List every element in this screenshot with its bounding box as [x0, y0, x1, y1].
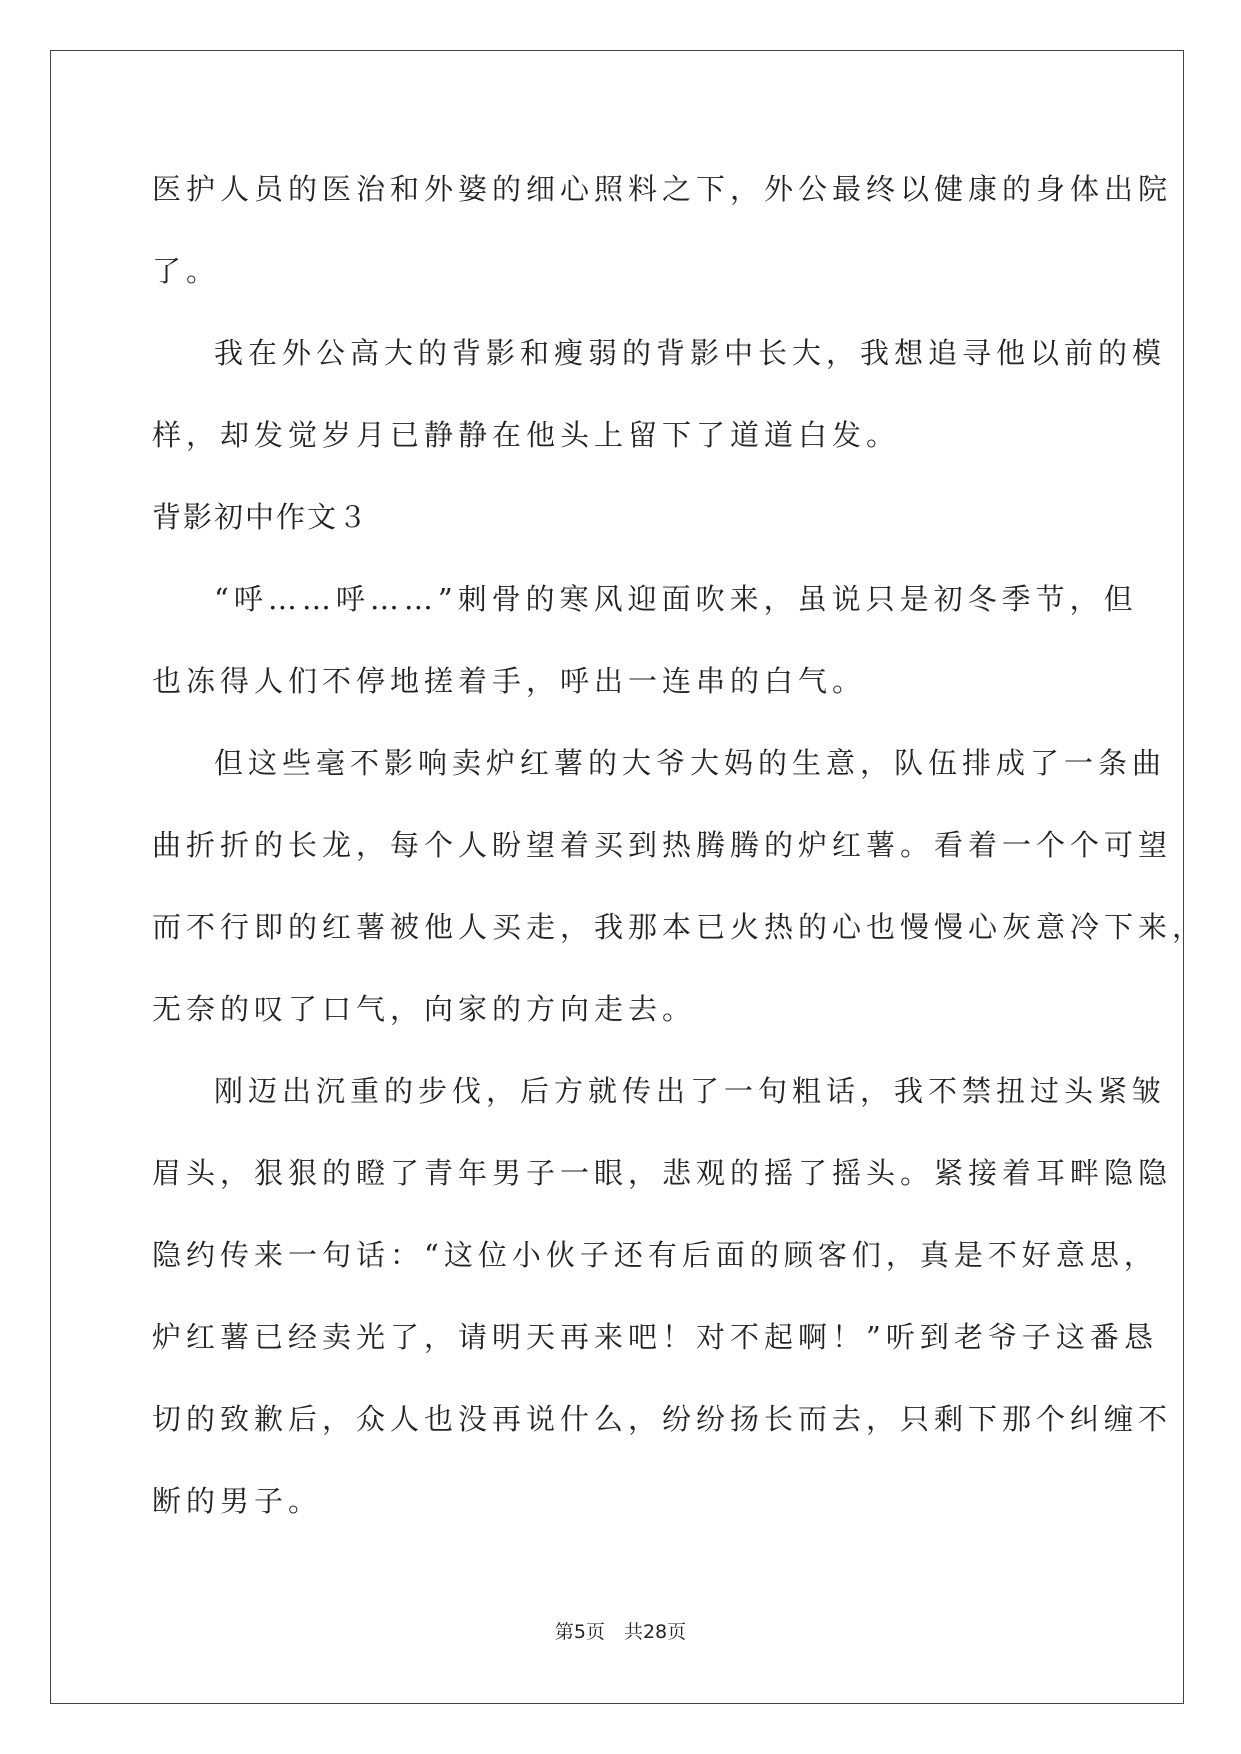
page-footer [0, 1617, 1241, 1644]
text-line: 无奈的叹了口气，向家的方向走去。 [152, 992, 697, 1026]
text-line: 我在外公高大的背影和瘦弱的背影中长大，我想追寻他以前的模 [214, 336, 1167, 370]
text-line: 切的致歉后，众人也没再说什么，纷纷扬长而去，只剩下那个纠缠不 [152, 1402, 1173, 1436]
section-heading: 背影初中作文３ [152, 500, 370, 534]
text-line: 样，却发觉岁月已静静在他头上留下了道道白发。 [152, 418, 901, 452]
total-pages: 28 [642, 1621, 668, 1643]
text-line: 炉红薯已经卖光了，请明天再来吧！对不起啊！”听到老爷子这番恳 [152, 1320, 1158, 1354]
footer-prefix: 第 [554, 1621, 574, 1643]
text-line: 曲折折的长龙，每个人盼望着买到热腾腾的炉红薯。看着一个个可望 [152, 828, 1173, 862]
text-line: 隐约传来一句话：“这位小伙子还有后面的顾客们，真是不好意思， [152, 1238, 1158, 1272]
text-line: 医护人员的医治和外婆的细心照料之下，外公最终以健康的身体出院 [152, 172, 1173, 206]
text-line: 也冻得人们不停地搓着手，呼出一连串的白气。 [152, 664, 867, 698]
text-line: 刚迈出沉重的步伐，后方就传出了一句粗话，我不禁扭过头紧皱 [214, 1074, 1167, 1108]
footer-mid: 页 共 [585, 1621, 643, 1643]
text-line: 而不行即的红薯被他人买走，我那本已火热的心也慢慢心灰意冷下来， [152, 910, 1207, 944]
text-line: 了。 [152, 254, 221, 288]
page-number: 5 [573, 1621, 586, 1643]
document-body [152, 148, 1207, 1542]
text-line: 断的男子。 [152, 1484, 323, 1518]
text-line: 眉头，狠狠的瞪了青年男子一眼，悲观的摇了摇头。紧接着耳畔隐隐 [152, 1156, 1173, 1190]
footer-suffix: 页 [667, 1621, 687, 1643]
text-line: “呼……呼……”刺骨的寒风迎面吹来，虽说只是初冬季节，但 [214, 582, 1138, 616]
text-line: 但这些毫不影响卖炉红薯的大爷大妈的生意，队伍排成了一条曲 [214, 746, 1167, 780]
